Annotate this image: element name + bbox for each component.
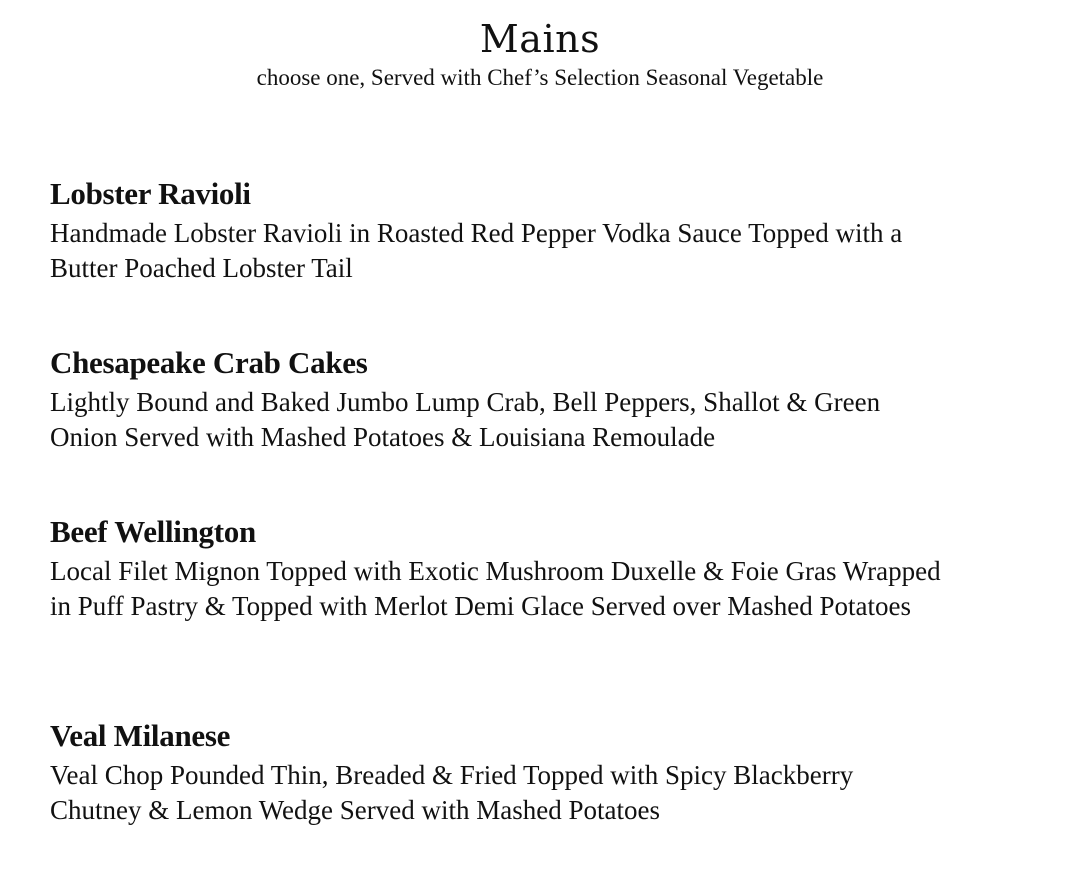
- menu-item-lobster-ravioli: [50, 172, 950, 341]
- section-title: Mains: [479, 17, 601, 61]
- menu-item-description: Lightly Bound and Baked Jumbo Lump Crab, Bell Peppers, Shallot & Green Onion Served with Mashed Potatoes & Louisiana Remoulade: [50, 387, 881, 452]
- mains-menu-list: [50, 172, 950, 883]
- menu-item-veal-milanese: [50, 714, 950, 883]
- menu-item-name: Chesapeake Crab Cakes: [50, 345, 368, 380]
- menu-item-name: Veal Milanese: [50, 718, 231, 753]
- menu-item-description: Local Filet Mignon Topped with Exotic Mushroom Duxelle & Foie Gras Wrapped in Puff Pastry & Topped with Merlot Demi Glace Served over Mashed Potatoes: [50, 556, 941, 621]
- menu-item-name: Beef Wellington: [50, 514, 256, 549]
- menu-item-description: Handmade Lobster Ravioli in Roasted Red Pepper Vodka Sauce Topped with a Butter Poached Lobster Tail: [50, 218, 903, 283]
- menu-item-name: Lobster Ravioli: [50, 176, 251, 211]
- menu-item-chesapeake-crab-cakes: [50, 341, 950, 510]
- menu-item-description: Veal Chop Pounded Thin, Breaded & Fried Topped with Spicy Blackberry Chutney & Lemon Wedge Served with Mashed Potatoes: [50, 760, 854, 825]
- menu-item-beef-wellington: [50, 510, 950, 714]
- section-subtitle: choose one, Served with Chef’s Selection Seasonal Vegetable: [256, 65, 824, 90]
- menu-header: [0, 14, 1080, 92]
